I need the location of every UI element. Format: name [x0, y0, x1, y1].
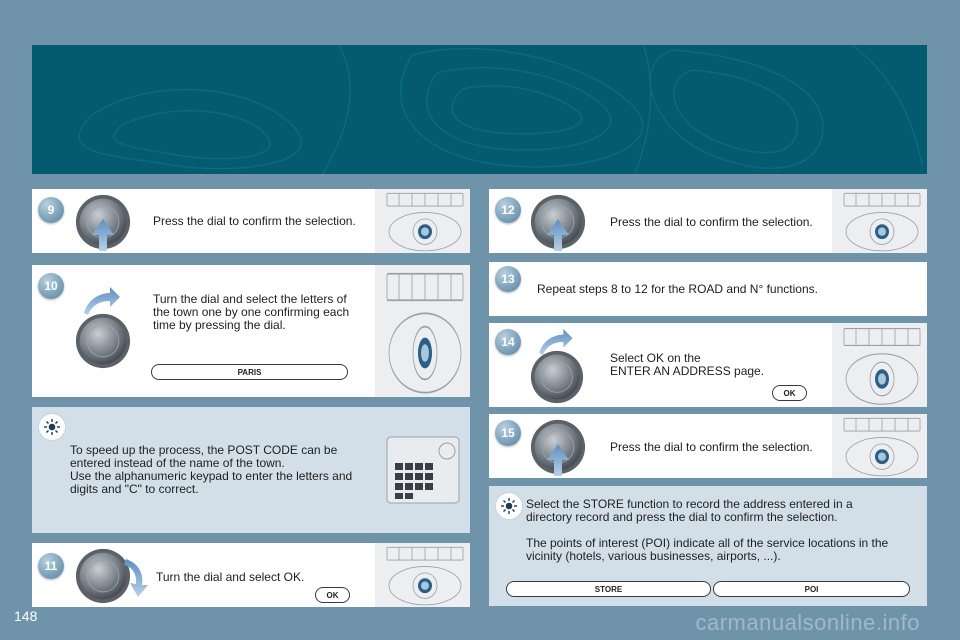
dial-icon[interactable] — [75, 548, 131, 604]
radio-unit-icon — [832, 414, 927, 478]
step-11-panel — [32, 543, 470, 607]
step-text: Press the dial to confirm the selection. — [610, 215, 813, 229]
step-12-panel — [489, 189, 927, 253]
turn-arrow-icon — [82, 287, 120, 315]
page-number: 148 — [14, 608, 38, 624]
radio-unit-icon — [375, 543, 470, 607]
ok-button[interactable]: OK — [772, 385, 807, 401]
radio-unit-icon — [832, 323, 927, 407]
poi-button[interactable]: POI — [713, 581, 910, 597]
step-text: Repeat steps 8 to 12 for the ROAD and N° functions. — [537, 282, 818, 296]
step-badge: 13 — [495, 266, 521, 292]
step-text: Select OK on the ENTER AN ADDRESS page. — [610, 351, 765, 378]
watermark: carmanualsonline.info — [695, 610, 920, 635]
radio-unit-icon — [375, 189, 470, 253]
turn-arrow-icon — [124, 557, 150, 597]
step-badge: 15 — [495, 420, 521, 446]
step-text: Turn the dial and select the letters of the town one by one confirming each time by pressing the dial. — [153, 292, 350, 332]
press-arrow-icon — [545, 442, 571, 476]
step-text: Press the dial to confirm the selection. — [610, 440, 813, 454]
dial-icon[interactable] — [530, 350, 584, 404]
step-badge: 11 — [38, 553, 64, 579]
radio-unit-icon — [832, 189, 927, 253]
dial-icon[interactable] — [75, 313, 131, 369]
ok-button[interactable]: OK — [315, 587, 350, 603]
sun-tip-icon — [38, 413, 66, 441]
topographic-pattern — [32, 45, 927, 174]
tip-text: To speed up the process, the POST CODE can be entered instead of the name of the town. Use the alphanumeric keypad to enter the letters and digits and "C" to correct. — [70, 443, 353, 496]
step-text: Turn the dial and select OK. — [156, 570, 305, 584]
step-15-panel — [489, 414, 927, 478]
paris-button[interactable]: PARIS — [151, 364, 348, 380]
store-button[interactable]: STORE — [506, 581, 711, 597]
tip-store-panel — [489, 486, 927, 606]
step-badge: 14 — [495, 329, 521, 355]
step-10-panel — [32, 265, 470, 397]
step-9-panel — [32, 189, 470, 253]
step-text: Press the dial to confirm the selection. — [153, 214, 356, 228]
press-arrow-icon — [545, 217, 571, 251]
sun-tip-icon — [495, 492, 523, 520]
step-13-panel — [489, 262, 927, 316]
header-banner — [32, 45, 927, 174]
press-arrow-icon — [90, 217, 116, 251]
step-badge: 12 — [495, 197, 521, 223]
radio-unit-icon — [375, 265, 470, 397]
tip-text: Select the STORE function to record the address entered in a directory record and press the dial to confirm the selection. The points of interest (POI) indicate all of the service locations in the vicinity (hotels, various businesses, airports, ...). — [526, 497, 889, 563]
keypad-unit-icon — [375, 407, 470, 533]
step-14-panel — [489, 323, 927, 407]
step-badge: 10 — [38, 273, 64, 299]
step-badge: 9 — [38, 197, 64, 223]
tip-postcode-panel — [32, 407, 470, 533]
